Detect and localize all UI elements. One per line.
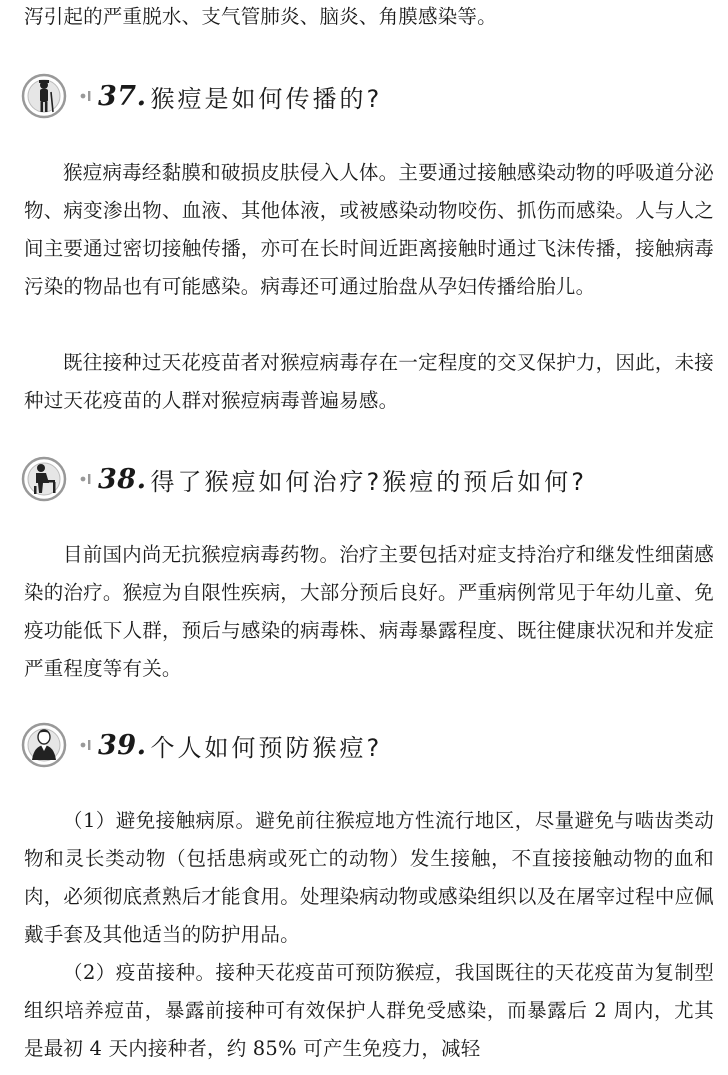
section-38-paragraph-1: 目前国内尚无抗猴痘病毒药物。治疗主要包括对症支持治疗和继发性细菌感染的治疗。猴痘为自限性疾病，大部分预后良好。严重病例常见于年幼儿童、免疫功能低下人群，预后与感染的病毒株、病毒暴露程度、既往健康状况和并发症严重程度等有关。 bbox=[24, 543, 714, 680]
section-37-paragraph-1: 猴痘病毒经黏膜和破损皮肤侵入人体。主要通过接触感染动物的呼吸道分泌物、病变渗出物、血液、其他体液，或被感染动物咬伤、抓伤而感染。人与人之间主要通过密切接触传播，亦可在长时间近距离接触时通过飞沫传播，接触病毒污染的物品也有可能感染。病毒还可通过胎盘从孕妇传播给胎儿。 bbox=[24, 161, 714, 298]
section-37-paragraph-2: 既往接种过天花疫苗者对猴痘病毒存在一定程度的交叉保护力，因此，未接种过天花疫苗的人群对猴痘病毒普遍易感。 bbox=[24, 351, 714, 412]
section-39-paragraph-2: （2）疫苗接种。接种天花疫苗可预防猴痘，我国既往的天花疫苗为复制型组织培养痘苗，暴露前接种可有效保护人群免受感染，而暴露后 2 周内，尤其是最初 4 天内接种者，约 85% 可产生免疫力，减轻 bbox=[24, 961, 714, 1060]
section-title: 得了猴痘如何治疗?猴痘的预后如何? bbox=[150, 467, 587, 496]
section-number: 39. bbox=[98, 729, 147, 761]
section-title: 个人如何预防猴痘? bbox=[150, 733, 383, 762]
heading-dots-icon bbox=[80, 89, 92, 103]
section-title: 猴痘是如何传播的? bbox=[150, 84, 383, 113]
heading-dots-icon bbox=[80, 472, 92, 486]
section-number: 37. bbox=[98, 80, 147, 112]
seated-person-icon bbox=[20, 456, 76, 502]
section-39-paragraph-1: （1）避免接触病原。避免前往猴痘地方性流行地区，尽量避免与啮齿类动物和灵长类动物（包括患病或死亡的动物）发生接触，不直接接触动物的血和肉，必须彻底煮熟后才能食用。处理染病动物或感染组织以及在屠宰过程中应佩戴手套及其他适当的防护用品。 bbox=[24, 809, 714, 946]
intro-paragraph-tail: 泻引起的严重脱水、支气管肺炎、脑炎、角膜感染等。 bbox=[24, 5, 497, 28]
section-heading-38 bbox=[20, 456, 720, 502]
section-number: 38. bbox=[98, 463, 147, 495]
gentleman-portrait-icon bbox=[20, 722, 76, 768]
section-heading-39 bbox=[20, 722, 720, 768]
person-with-cane-icon bbox=[20, 73, 76, 119]
section-heading-37 bbox=[20, 73, 720, 119]
heading-dots-icon bbox=[80, 738, 92, 752]
